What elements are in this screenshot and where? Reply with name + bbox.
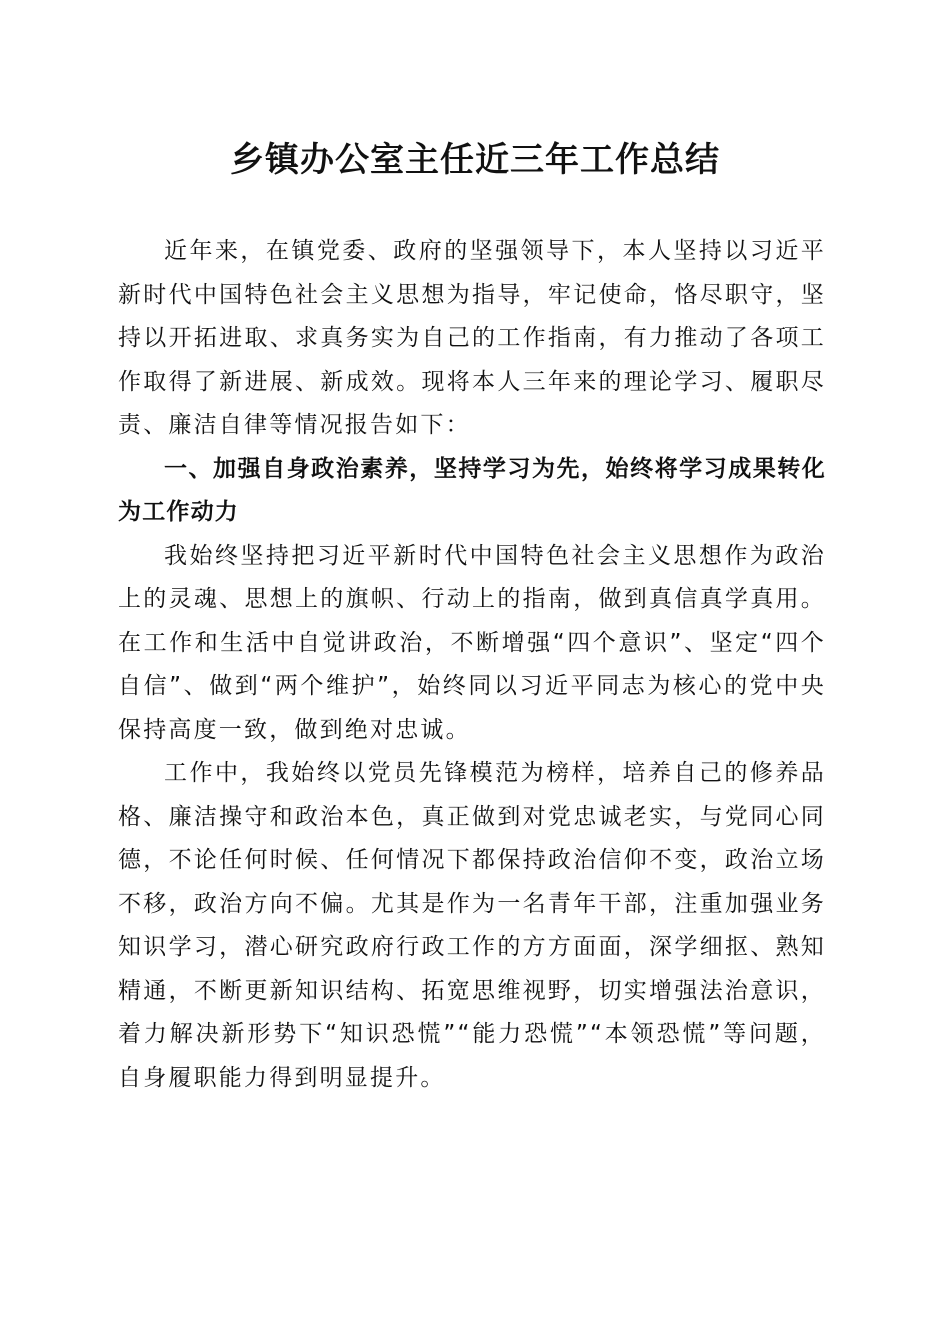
- section-1-paragraph-2: 工作中，我始终以党员先锋模范为榜样，培养自己的修养品格、廉洁操守和政治本色，真正做到对党忠诚老实，与党同心同德，不论任何时候、任何情况下都保持政治信仰不变，政治立场不移，政治方向不偏。尤其是作为一名青年干部，注重加强业务知识学习，潜心研究政府行政工作的方方面面，深学细抠、熟知精通，不断更新知识结构、拓宽思维视野，切实增强法治意识，着力解决新形势下“知识恐慌”“能力恐慌”“本领恐慌”等问题，自身履职能力得到明显提升。: [118, 760, 826, 1091]
- document-title: 乡镇办公室主任近三年工作总结: [230, 140, 720, 180]
- section-1-paragraph-1: 我始终坚持把习近平新时代中国特色社会主义思想作为政治上的灵魂、思想上的旗帜、行动上的指南，做到真信真学真用。在工作和生活中自觉讲政治，不断增强“四个意识”、坚定“四个自信”、做到“两个维护”，始终同以习近平同志为核心的党中央保持高度一致，做到绝对忠诚。: [118, 542, 826, 743]
- section-heading-1: 一、加强自身政治素养，坚持学习为先，始终将学习成果转化为工作动力: [118, 455, 826, 525]
- intro-paragraph: 近年来，在镇党委、政府的坚强领导下，本人坚持以习近平新时代中国特色社会主义思想为指导，牢记使命，恪尽职守，坚持以开拓进取、求真务实为自己的工作指南，有力推动了各项工作取得了新进展、新成效。现将本人三年来的理论学习、履职尽责、廉洁自律等情况报告如下：: [118, 238, 826, 438]
- document-body: [118, 230, 826, 1100]
